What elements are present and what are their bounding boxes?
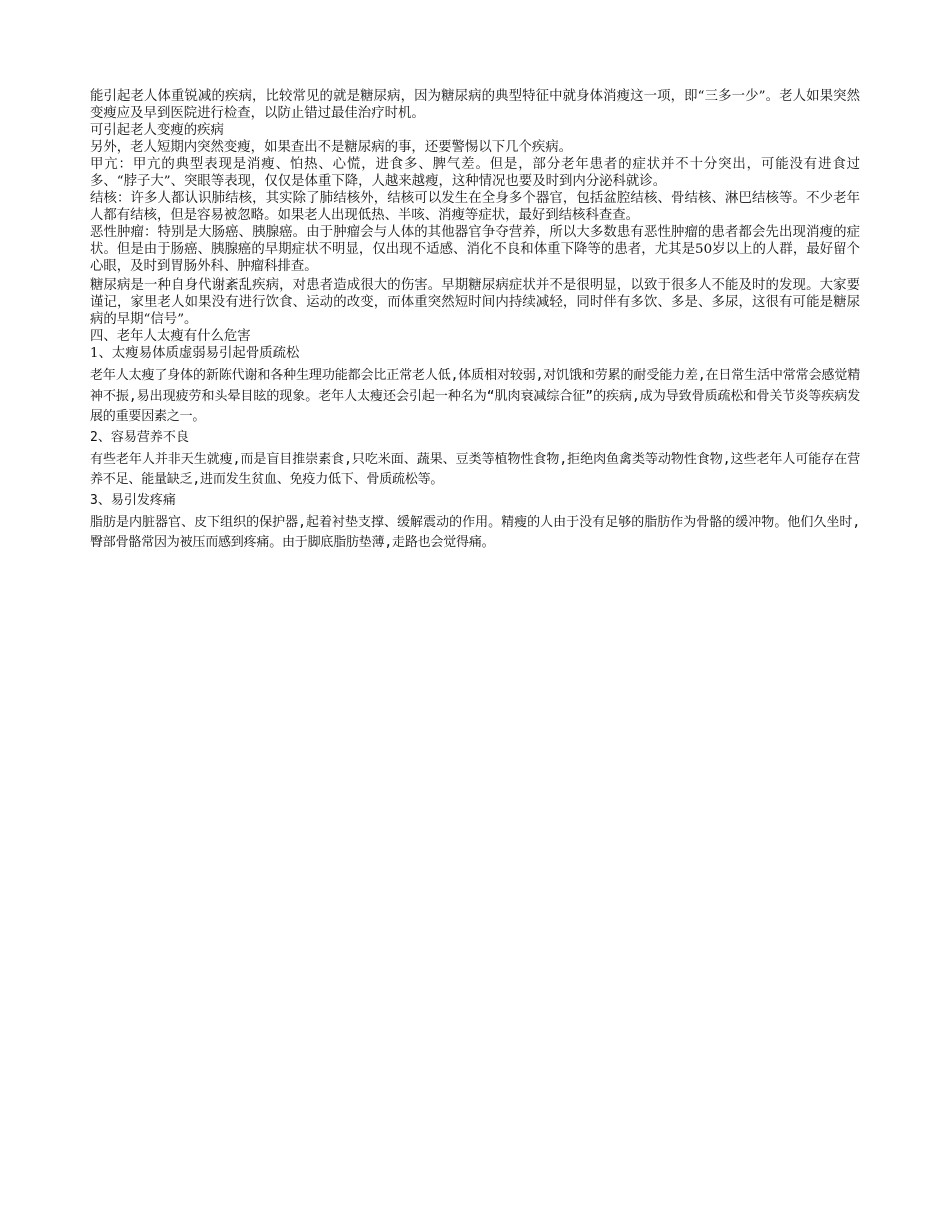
paragraph-diabetes-signal: 糖尿病是一种自身代谢紊乱疾病，对患者造成很大的伤害。早期糖尿病症状并不是很明显，以致于很多人不能及时的发现。大家要谨记，家里老人如果没有进行饮食、运动的改变，而体重突然短时间内持续减轻，同时伴有多饮、多是、多尿，这很有可能是糖尿病的早期“信号”。	[90, 278, 860, 327]
paragraph-item-one: 老年人太瘦了身体的新陈代谢和各种生理功能都会比正常老人低,体质相对较弱,对饥饿和劳累的耐受能力差,在日常生活中常常会感觉精神不振,易出现疲劳和头晕目眩的现象。老年人太瘦还会引起一种名为“肌肉衰减综合征”的疾病,成为导致骨质疏松和骨关节炎等疾病发展的重要因素之一。	[90, 368, 860, 424]
paragraph-item-three: 脂肪是内脏器官、皮下组织的保护器,起着衬垫支撑、缓解震动的作用。精瘦的人由于没有足够的脂肪作为骨骼的缓冲物。他们久坐时,臀部骨骼常因为被压而感到疼痛。由于脚底脂肪垫薄,走路也会觉得痛。	[90, 514, 860, 550]
paragraph-other-diseases: 另外，老人短期内突然变瘦，如果查出不是糖尿病的事，还要警惕以下几个疾病。	[90, 140, 573, 155]
paragraph-tuberculosis: 结核：许多人都认识肺结核，其实除了肺结核外，结核可以发生在全身多个器官，包括盆腔结核、骨结核、淋巴结核等。不少老年人都有结核，但是容易被忽略。如果老人出现低热、半咳、消瘦等症状，最好到结核科查查。	[90, 191, 860, 223]
document-page	[90, 88, 860, 554]
paragraph-hyperthyroidism: 甲亢：甲亢的典型表现是消瘦、怕热、心慌，进食多、脾气差。但是，部分老年患者的症状并不十分突出，可能没有进食过多、“脖子大”、突眼等表现，仅仅是体重下降，人越来越瘦，这种情况也要及时到内分泌科就诊。	[90, 157, 860, 189]
paragraph-item-two: 有些老年人并非天生就瘦,而是盲目推崇素食,只吃米面、蔬果、豆类等植物性食物,拒绝肉鱼禽类等动物性食物,这些老年人可能存在营养不足、能量缺乏,进而发生贫血、免疫力低下、骨质疏松等。	[90, 451, 860, 487]
heading-diseases-causing-weight-loss: 可引起老人变瘦的疾病	[90, 123, 224, 138]
heading-section-four: 四、老年人太瘦有什么危害	[90, 329, 251, 344]
heading-item-one: 1、太瘦易体质虚弱易引起骨质疏松	[90, 346, 300, 361]
heading-item-two: 2、容易营养不良	[90, 429, 189, 445]
paragraph-diabetes-intro: 能引起老人体重锐减的疾病，比较常见的就是糖尿病，因为糖尿病的典型特征中就身体消瘦这一项，即“三多一少”。老人如果突然变瘦应及早到医院进行检查，以防止错过最佳治疗时机。	[90, 89, 860, 121]
paragraph-malignant-tumor: 恶性肿瘤：特别是大肠癌、胰腺癌。由于肿瘤会与人体的其他器官争夺营养，所以大多数患有恶性肿瘤的患者都会先出现消瘦的症状。但是由于肠癌、胰腺癌的早期症状不明显，仅出现不适感、消化不良和体重下降等的患者，尤其是50岁以上的人群，最好留个心眼，及时到胃肠外科、肿瘤科排查。	[90, 225, 860, 274]
heading-item-three: 3、易引发疼痛	[90, 492, 176, 508]
